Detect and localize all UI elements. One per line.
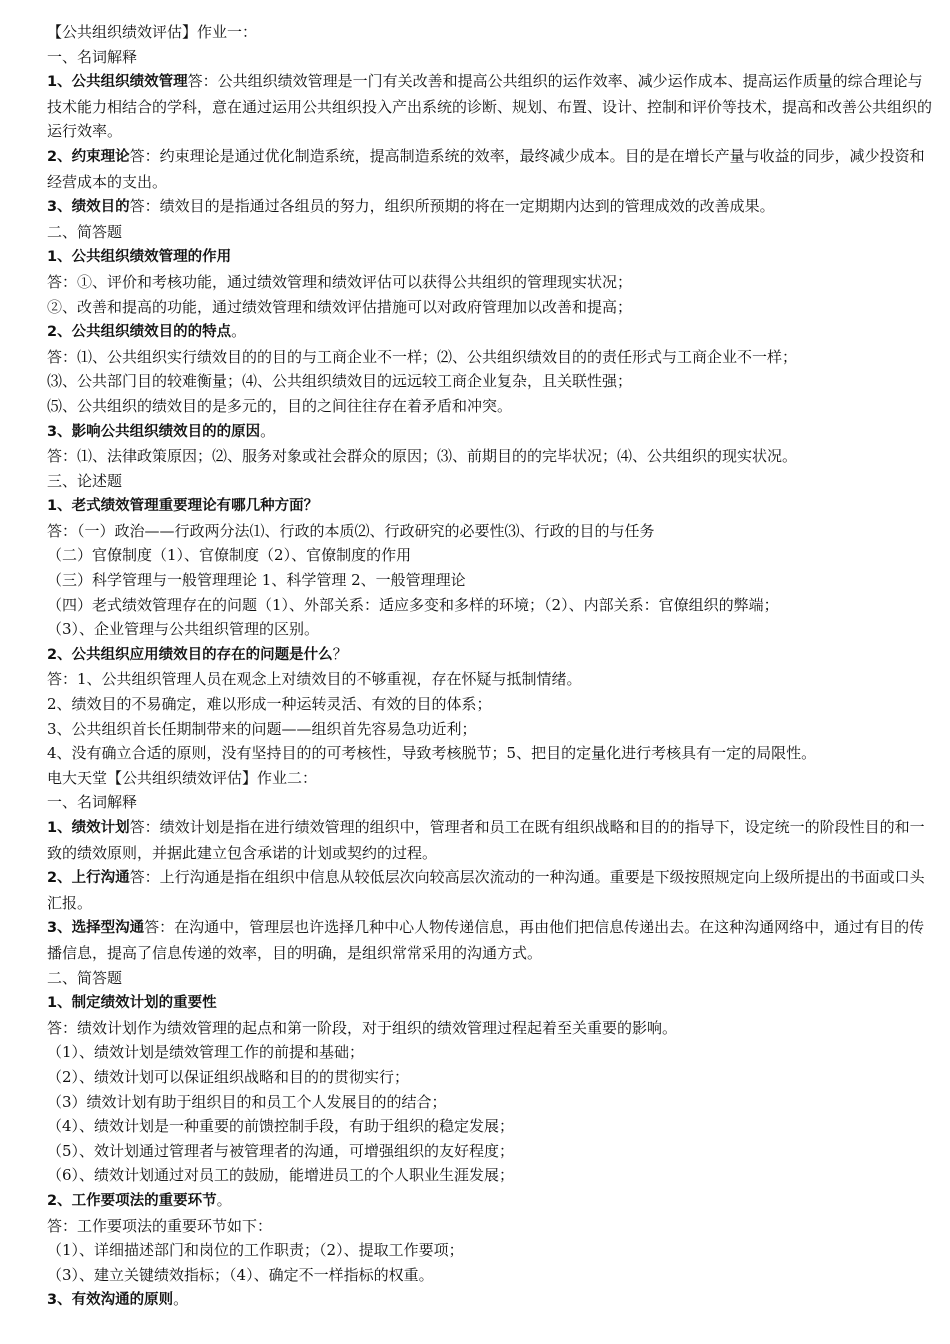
line-text: 三、论述题 <box>47 471 123 490</box>
bold-heading: 3、有效沟通的原则 <box>47 1292 174 1309</box>
line-text: 答：上行沟通是指在组织中信息从较低层次向较高层次流动的一种沟通。重要是下级按照规定向上级所提出的书面或口头汇报。 <box>47 868 925 912</box>
line-text: 2、绩效目的不易确定，难以形成一种运转灵活、有效的目的体系； <box>47 695 492 714</box>
text-line <box>47 543 936 568</box>
line-text: 答：绩效计划是指在进行绩效管理的组织中，管理者和员工在既有组织战略和目的的指导下，设定统一的阶段性目的和一致的绩效原则，并据此建立包含承诺的计划或契约的过程。 <box>47 818 925 862</box>
text-line <box>47 741 936 766</box>
text-line <box>47 915 936 965</box>
line-text: ⑸、公共组织的绩效目的是多元的，目的之间往往存在着矛盾和冲突。 <box>47 396 513 415</box>
text-line <box>47 270 936 295</box>
text-line <box>47 815 936 865</box>
text-line <box>47 345 936 370</box>
bold-heading: 2、公共组织应用绩效目的存在的问题是什么 <box>47 646 333 663</box>
text-line <box>47 69 936 144</box>
text-line <box>47 593 936 618</box>
text-line <box>47 1016 936 1041</box>
line-text: 【公共组织绩效评估】作业一： <box>47 23 258 41</box>
text-line <box>47 369 936 394</box>
line-text: （四）老式绩效管理存在的问题（1）、外部关系：适应多变和多样的环境；（2）、内部关系：官僚组织的弊端； <box>47 595 779 614</box>
line-text: 答：公共组织绩效管理是一门有关改善和提高公共组织的运作效率、减少运作成本、提高运作质量的综合理论与技术能力相结合的学科，意在通过运用公共组织投入产出系统的诊断、规划、布置、设计、控制和评价等技术，提高和改善公共组织的运行效率。 <box>47 72 933 141</box>
text-line <box>47 1139 936 1164</box>
text-line <box>47 966 936 991</box>
line-text: 答：工作要项法的重要环节如下： <box>47 1216 273 1235</box>
text-line <box>47 469 936 494</box>
bold-heading: 1、公共组织绩效管理 <box>47 74 188 91</box>
bold-heading: 2、约束理论 <box>47 148 130 165</box>
line-text: 。 <box>216 1190 232 1209</box>
text-line <box>47 194 936 220</box>
text-line <box>47 444 936 469</box>
line-text: （三）科学管理与一般管理理论 1、科学管理 2、一般管理理论 <box>47 571 466 590</box>
line-text: 答：绩效计划作为绩效管理的起点和第一阶段，对于组织的绩效管理过程起着至关重要的影响。 <box>47 1018 678 1037</box>
line-text: 答：约束理论是通过优化制造系统，提高制造系统的效率，最终减少成本。目的是在增长产量与收益的同步，减少投资和经营成本的支出。 <box>47 146 925 191</box>
text-line <box>47 790 936 815</box>
text-line <box>47 1263 936 1288</box>
line-text: ⑶、公共部门目的较难衡量；⑷、公共组织绩效目的远远较工商企业复杂，且关联性强； <box>47 372 633 391</box>
line-text: （1）、详细描述部门和岗位的工作职责；（2）、提取工作要项； <box>47 1241 464 1260</box>
text-line <box>47 1287 936 1313</box>
text-line <box>47 1188 936 1214</box>
line-text: 答：⑴、公共组织实行绩效目的的目的与工商企业不一样；⑵、公共组织绩效目的的责任形式与工商企业不一样； <box>47 347 798 366</box>
text-line <box>47 1040 936 1065</box>
line-text: 二、简答题 <box>47 222 123 241</box>
line-text: 一、名词解释 <box>47 47 138 66</box>
text-line <box>47 419 936 445</box>
text-line <box>47 568 936 593</box>
line-text: （3）、企业管理与公共组织管理的区别。 <box>47 620 320 639</box>
line-text: 答：①、评价和考核功能，通过绩效管理和绩效评估可以获得公共组织的管理现实状况； <box>47 272 633 291</box>
line-text: 一、名词解释 <box>47 793 138 812</box>
bold-heading: 2、上行沟通 <box>47 870 130 887</box>
text-line <box>47 244 936 270</box>
text-line <box>47 717 936 742</box>
line-text: 答：1、公共组织管理人员在观念上对绩效目的不够重视，存在怀疑与抵制情绪。 <box>47 670 582 689</box>
bold-heading: 1、绩效计划 <box>47 820 130 836</box>
line-text: ？ <box>332 644 348 663</box>
text-line <box>47 692 936 717</box>
bold-heading: 1、制定绩效计划的重要性 <box>47 995 217 1012</box>
line-text: ②、改善和提高的功能，通过绩效管理和绩效评估措施可以对政府管理加以改善和提高； <box>47 297 633 316</box>
text-line <box>47 1090 936 1115</box>
line-text: 答：（一）政治——行政两分法⑴、行政的本质⑵、行政研究的必要性⑶、行政的目的与任务 <box>47 521 655 540</box>
text-line <box>47 865 936 915</box>
line-text: 3、公共组织首长任期制带来的问题——组织首先容易急功近利； <box>47 719 477 738</box>
text-line <box>47 319 936 345</box>
text-line <box>47 667 936 692</box>
line-text: （3）、建立关键绩效指标；（4）、确定不一样指标的权重。 <box>47 1265 434 1284</box>
line-text: （6）、绩效计划通过对员工的鼓励，能增进员工的个人职业生涯发展； <box>47 1166 515 1185</box>
bold-heading: 2、工作要项法的重要环节 <box>47 1192 217 1209</box>
bold-heading: 3、影响公共组织绩效目的的原因 <box>47 423 261 440</box>
bold-heading: 3、绩效目的 <box>47 199 130 216</box>
text-line <box>47 1238 936 1263</box>
line-text: （4）、绩效计划是一种重要的前馈控制手段，有助于组织的稳定发展； <box>47 1117 515 1136</box>
text-line <box>47 990 936 1016</box>
line-text: 答：在沟通中，管理层也许选择几种中心人物传递信息，再由他们把信息传递出去。在这种沟通网络中，通过有目的传播信息，提高了信息传递的效率，目的明确，是组织常常采用的沟通方式。 <box>47 918 925 962</box>
line-text: （3）绩效计划有助于组织目的和员工个人发展目的的结合； <box>47 1092 447 1111</box>
line-text: 。 <box>173 1290 189 1309</box>
line-text: （二）官僚制度（1）、官僚制度（2）、官僚制度的作用 <box>47 546 412 565</box>
bold-heading: 3、选择型沟通 <box>47 920 145 937</box>
text-line <box>47 1163 936 1188</box>
text-line <box>47 617 936 642</box>
text-line <box>47 493 936 519</box>
line-text: 答：绩效目的是指通过各组员的努力，组织所预期的将在一定期期内达到的管理成效的改善成果。 <box>129 197 775 216</box>
line-text: 二、简答题 <box>47 968 123 987</box>
text-line <box>47 1214 936 1239</box>
text-line <box>47 766 936 791</box>
bold-heading: 1、老式绩效管理重要理论有哪几种方面？ <box>47 498 319 515</box>
line-text: 。 <box>260 421 276 440</box>
text-line <box>47 144 936 194</box>
line-text: （1）、绩效计划是绩效管理工作的前提和基础； <box>47 1043 365 1062</box>
text-line <box>47 519 936 544</box>
line-text: （2）、绩效计划可以保证组织战略和目的的贯彻实行； <box>47 1067 410 1086</box>
text-line <box>47 1065 936 1090</box>
line-text: 电大天堂【公共组织绩效评估】作业二： <box>47 768 318 787</box>
text-line <box>47 220 936 245</box>
line-text: 4、没有确立合适的原则，没有坚持目的的可考核性，导致考核脱节；5、把目的定量化进行考核具有一定的局限性。 <box>47 744 817 763</box>
line-text: 。 <box>231 322 247 341</box>
text-line <box>47 295 936 320</box>
text-line <box>47 394 936 419</box>
text-line <box>47 45 936 70</box>
bold-heading: 1、公共组织绩效管理的作用 <box>47 249 232 266</box>
text-line <box>47 1114 936 1139</box>
text-line <box>47 20 936 45</box>
line-text: （5）、效计划通过管理者与被管理者的沟通，可增强组织的友好程度； <box>47 1141 515 1160</box>
bold-heading: 2、公共组织绩效目的的特点 <box>47 324 232 341</box>
text-line <box>47 642 936 668</box>
line-text: 答：⑴、法律政策原因；⑵、服务对象或社会群众的原因；⑶、前期目的的完毕状况；⑷、公共组织的现实状况。 <box>47 447 798 466</box>
